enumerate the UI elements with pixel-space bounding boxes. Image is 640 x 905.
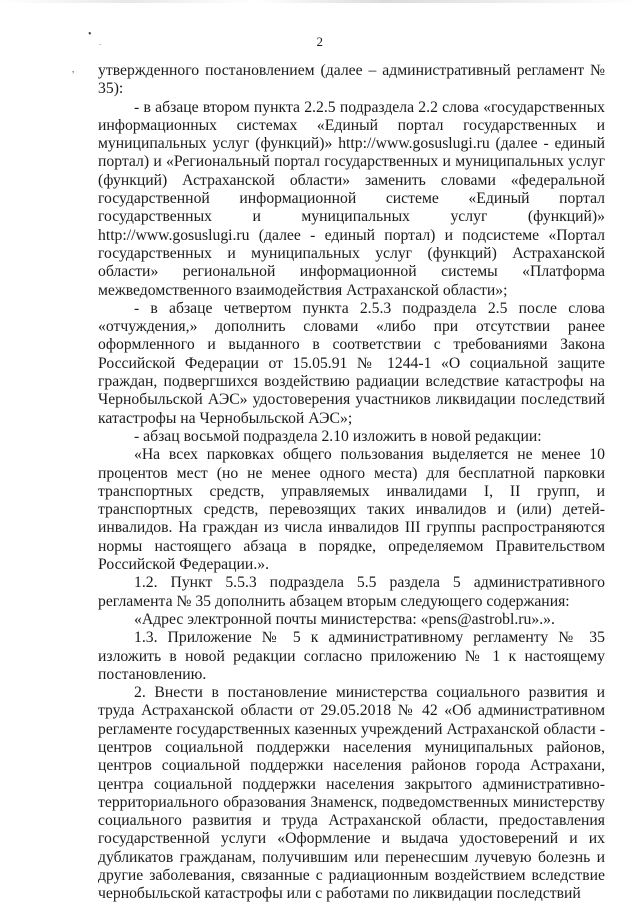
paragraph-continuation: утвержденного постановлением (далее – административный регламент № 35):: [98, 62, 605, 98]
document-body: [98, 62, 605, 904]
scan-speck: ,: [72, 64, 75, 74]
paragraph-item-2: 2. Внести в постановление министерства социального развития и труда Астраханской области от 29.05.2018 № 42 «Об административном регламенте государственных казенных учреждений Астраханской области - центров социальной поддержки населения муниципальных районов, центров социальной поддержки населения районов города Астрахани, центра социальной поддержки населения закрытого административно-территориального образования Знаменск, подведомственных министерству социального развития и труда Астраханской области, предоставления государственной услуги «Оформление и выдача удостоверений и их дубликатов гражданам, получившим или перенесшим лучевую болезнь и другие заболевания, связанные с радиационным воздействием вследствие чернобыльской катастрофы или с работами по ликвидации последствий: [98, 684, 605, 903]
paragraph-amendment-2-10: - абзац восьмой подраздела 2.10 изложить в новой редакции:: [134, 427, 542, 445]
paragraph-amendment-2-2-5: - в абзаце втором пункта 2.2.5 подраздела 2.2 слова «государственных информационных системах «Единый портал государственных и муниципальных услуг (функций)» http://www.gosuslugi.ru (далее - единый портал) и «Региональный портал государственных и муниципальных услуг (функций) Астраханской области» заменить словами «федеральной государственной информационной системе «Единый портал государственных и муниципальных услуг (функций)» http://www.gosuslugi.ru (далее - единый портал) и подсистеме «Портал государственных и муниципальных услуг (функций) Астраханской области» региональной информационной системы «Платформа межведомственного взаимодействия Астраханской области»;: [98, 98, 605, 299]
page-number: 2: [316, 34, 324, 49]
paragraph-item-1-3: 1.3. Приложение № 5 к административному регламенту № 35 изложить в новой редакции согласно приложению № 1 к настоящему постановлению.: [98, 629, 605, 683]
paragraph-item-1-2: 1.2. Пункт 5.5.3 подраздела 5.5 раздела 5 административного регламента № 35 дополнить абзацем вторым следующего содержания:: [98, 574, 605, 610]
paragraph-quote-email: «Адрес электронной почты министерства: «pens@astrobl.ru».».: [134, 610, 555, 628]
scan-edge: [0, 0, 640, 3]
scan-speck: ·: [99, 41, 102, 49]
paragraph-quote-parking: «На всех парковках общего пользования выделяется не менее 10 процентов мест (но не менее одного места) для бесплатной парковки транспортных средств, управляемых инвалидами I, II групп, и транспортных средств, перевозящих таких инвалидов и (или) детей-инвалидов. На граждан из числа инвалидов III группы распространяются нормы настоящего абзаца в порядке, определяемом Правительством Российской Федерации.».: [98, 446, 605, 574]
scan-speck: •: [88, 29, 92, 40]
paragraph-amendment-2-5-3: - в абзаце четвертом пункта 2.5.3 подраздела 2.5 после слова «отчуждения,» дополнить словами «либо при отсутствии ранее оформленного и выданного в соответствии с требованиями Закона Российской Федерации от 15.05.91 № 1244-1 «О социальной защите граждан, подвергшихся воздействию радиации вследствие катастрофы на Чернобыльской АЭС» удостоверения участников ликвидации последствий катастрофы на Чернобыльской АЭС»;: [98, 299, 605, 427]
